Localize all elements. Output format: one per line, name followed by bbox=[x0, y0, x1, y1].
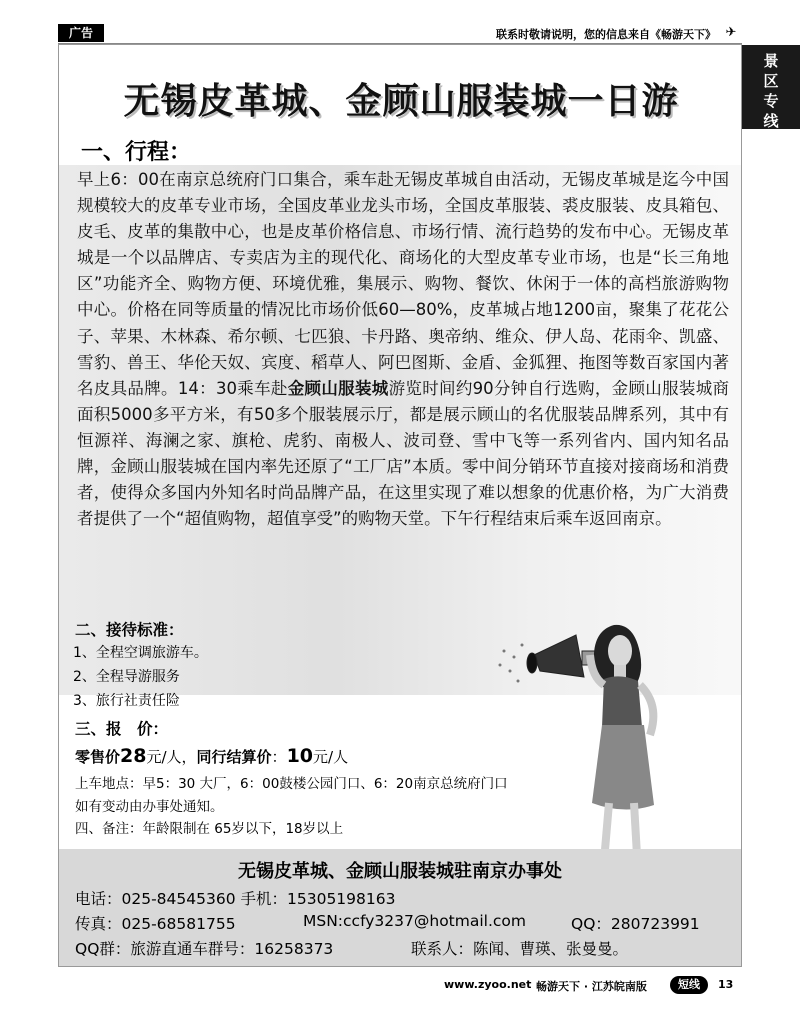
side-tab: 景区专线 bbox=[742, 45, 800, 129]
publication-name: 畅游天下 · 江苏皖南版 bbox=[536, 980, 647, 993]
qq-line: QQ：280723991 bbox=[571, 915, 700, 933]
price-line: 零售价28元/人，同行结算价：10元/人 bbox=[75, 745, 349, 767]
list-item: 1、全程空调旅游车。 bbox=[73, 645, 208, 661]
page-number: 13 bbox=[718, 978, 734, 991]
contact-note: 联系时敬请说明，您的信息来自《畅游天下》 bbox=[496, 28, 716, 41]
page-title: 无锡皮革城、金顾山服装城一日游 bbox=[123, 81, 679, 122]
contact-line: 联系人：陈闻、曹瑛、张曼曼。 bbox=[411, 940, 629, 958]
msn-line: MSN:ccfy3237@hotmail.com bbox=[303, 912, 527, 930]
qq-group-line: QQ群：旅游直通车群号：16258373 bbox=[75, 940, 334, 958]
itinerary-text: 早上6：00在南京总统府门口集合，乘车赴无锡皮革城自由活动，无锡皮革城是迄今中国规模较大的皮革专业市场，全国皮革业龙头市场，全国皮革服装、裘皮服装、皮具箱包、皮毛、皮革的集散中心，也是皮革价格信息、市场行情、流行趋势的发布中心。无锡皮革城是一个以品牌店、专卖店为主的现代化、商场化的大型皮革专业市场，也是“长三角地区”功能齐全、购物方便、环境优雅，集展示、购物、餐饮、休闲于一体的高档旅游购物中心。价格在同等质量的情况比市场价低60—80%，皮革城占地1200亩，聚集了花花公子、苹果、木林森、希尔顿、七匹狼、卡丹路、奥帝纳、维众、伊人岛、花雨伞、凯盛、雪豹、兽王、华伦天奴、宾度、稻草人、阿巴图斯、金盾、金狐狸、拖图等数百家国内著名皮具品牌。14：30乘车赴金顾山服装城游览时间约90分钟自行选购，金顾山服装城商面积5000多平方米，有50多个服装展示厅，都是展示顾山的名优服装品牌系列，其中有恒源祥、海澜之家、旗枪、虎豹、南极人、波司登、雪中飞等一系列省内、国内知名品牌，金顾山服装城在国内率先还原了“工厂店”本质。零中间分销环节直接对接商场和消费者，使得众多国内外知名时尚品牌产品，在这里实现了难以想象的优惠价格，为广大消费者提供了一个“超值购物，超值享受”的购物天堂。下午行程结束后乘车返回南京。 bbox=[77, 170, 730, 529]
change-notice: 如有变动由办事处通知。 bbox=[75, 798, 224, 815]
section-badge: 短线 bbox=[670, 976, 708, 994]
service-list bbox=[73, 641, 208, 713]
ad-tag: 广告 bbox=[58, 24, 104, 42]
footer bbox=[430, 976, 742, 996]
pickup-info bbox=[75, 773, 508, 841]
top-bar bbox=[58, 24, 742, 44]
phone-line: 电话：025-84545360 手机：15305198163 bbox=[75, 890, 396, 908]
highlight-text: 金顾山服装城 bbox=[287, 378, 389, 398]
pickup-location: 上车地点：早5：30 大厂，6：00鼓楼公园门口、6：20南京总统府门口 bbox=[75, 776, 508, 792]
remark: 四、备注：年龄限制在 65岁以下，18岁以上 bbox=[75, 821, 344, 837]
list-item: 2、全程导游服务 bbox=[73, 669, 180, 685]
itinerary-heading: 一、行程： bbox=[81, 140, 192, 165]
list-item: 3、旅行社责任险 bbox=[73, 693, 180, 709]
fax-line: 传真：025-68581755 bbox=[75, 915, 236, 933]
office-panel bbox=[59, 849, 741, 966]
woman-megaphone-illustration bbox=[464, 585, 704, 885]
ad-frame bbox=[58, 44, 742, 967]
office-title: 无锡皮革城、金顾山服装城驻南京办事处 bbox=[238, 861, 562, 882]
price-heading: 三、报 价： bbox=[75, 720, 169, 738]
service-heading: 二、接待标准： bbox=[75, 621, 184, 639]
website-link[interactable]: www.zyoo.net bbox=[444, 978, 532, 991]
publication-logo-icon: ✈ bbox=[725, 25, 737, 40]
